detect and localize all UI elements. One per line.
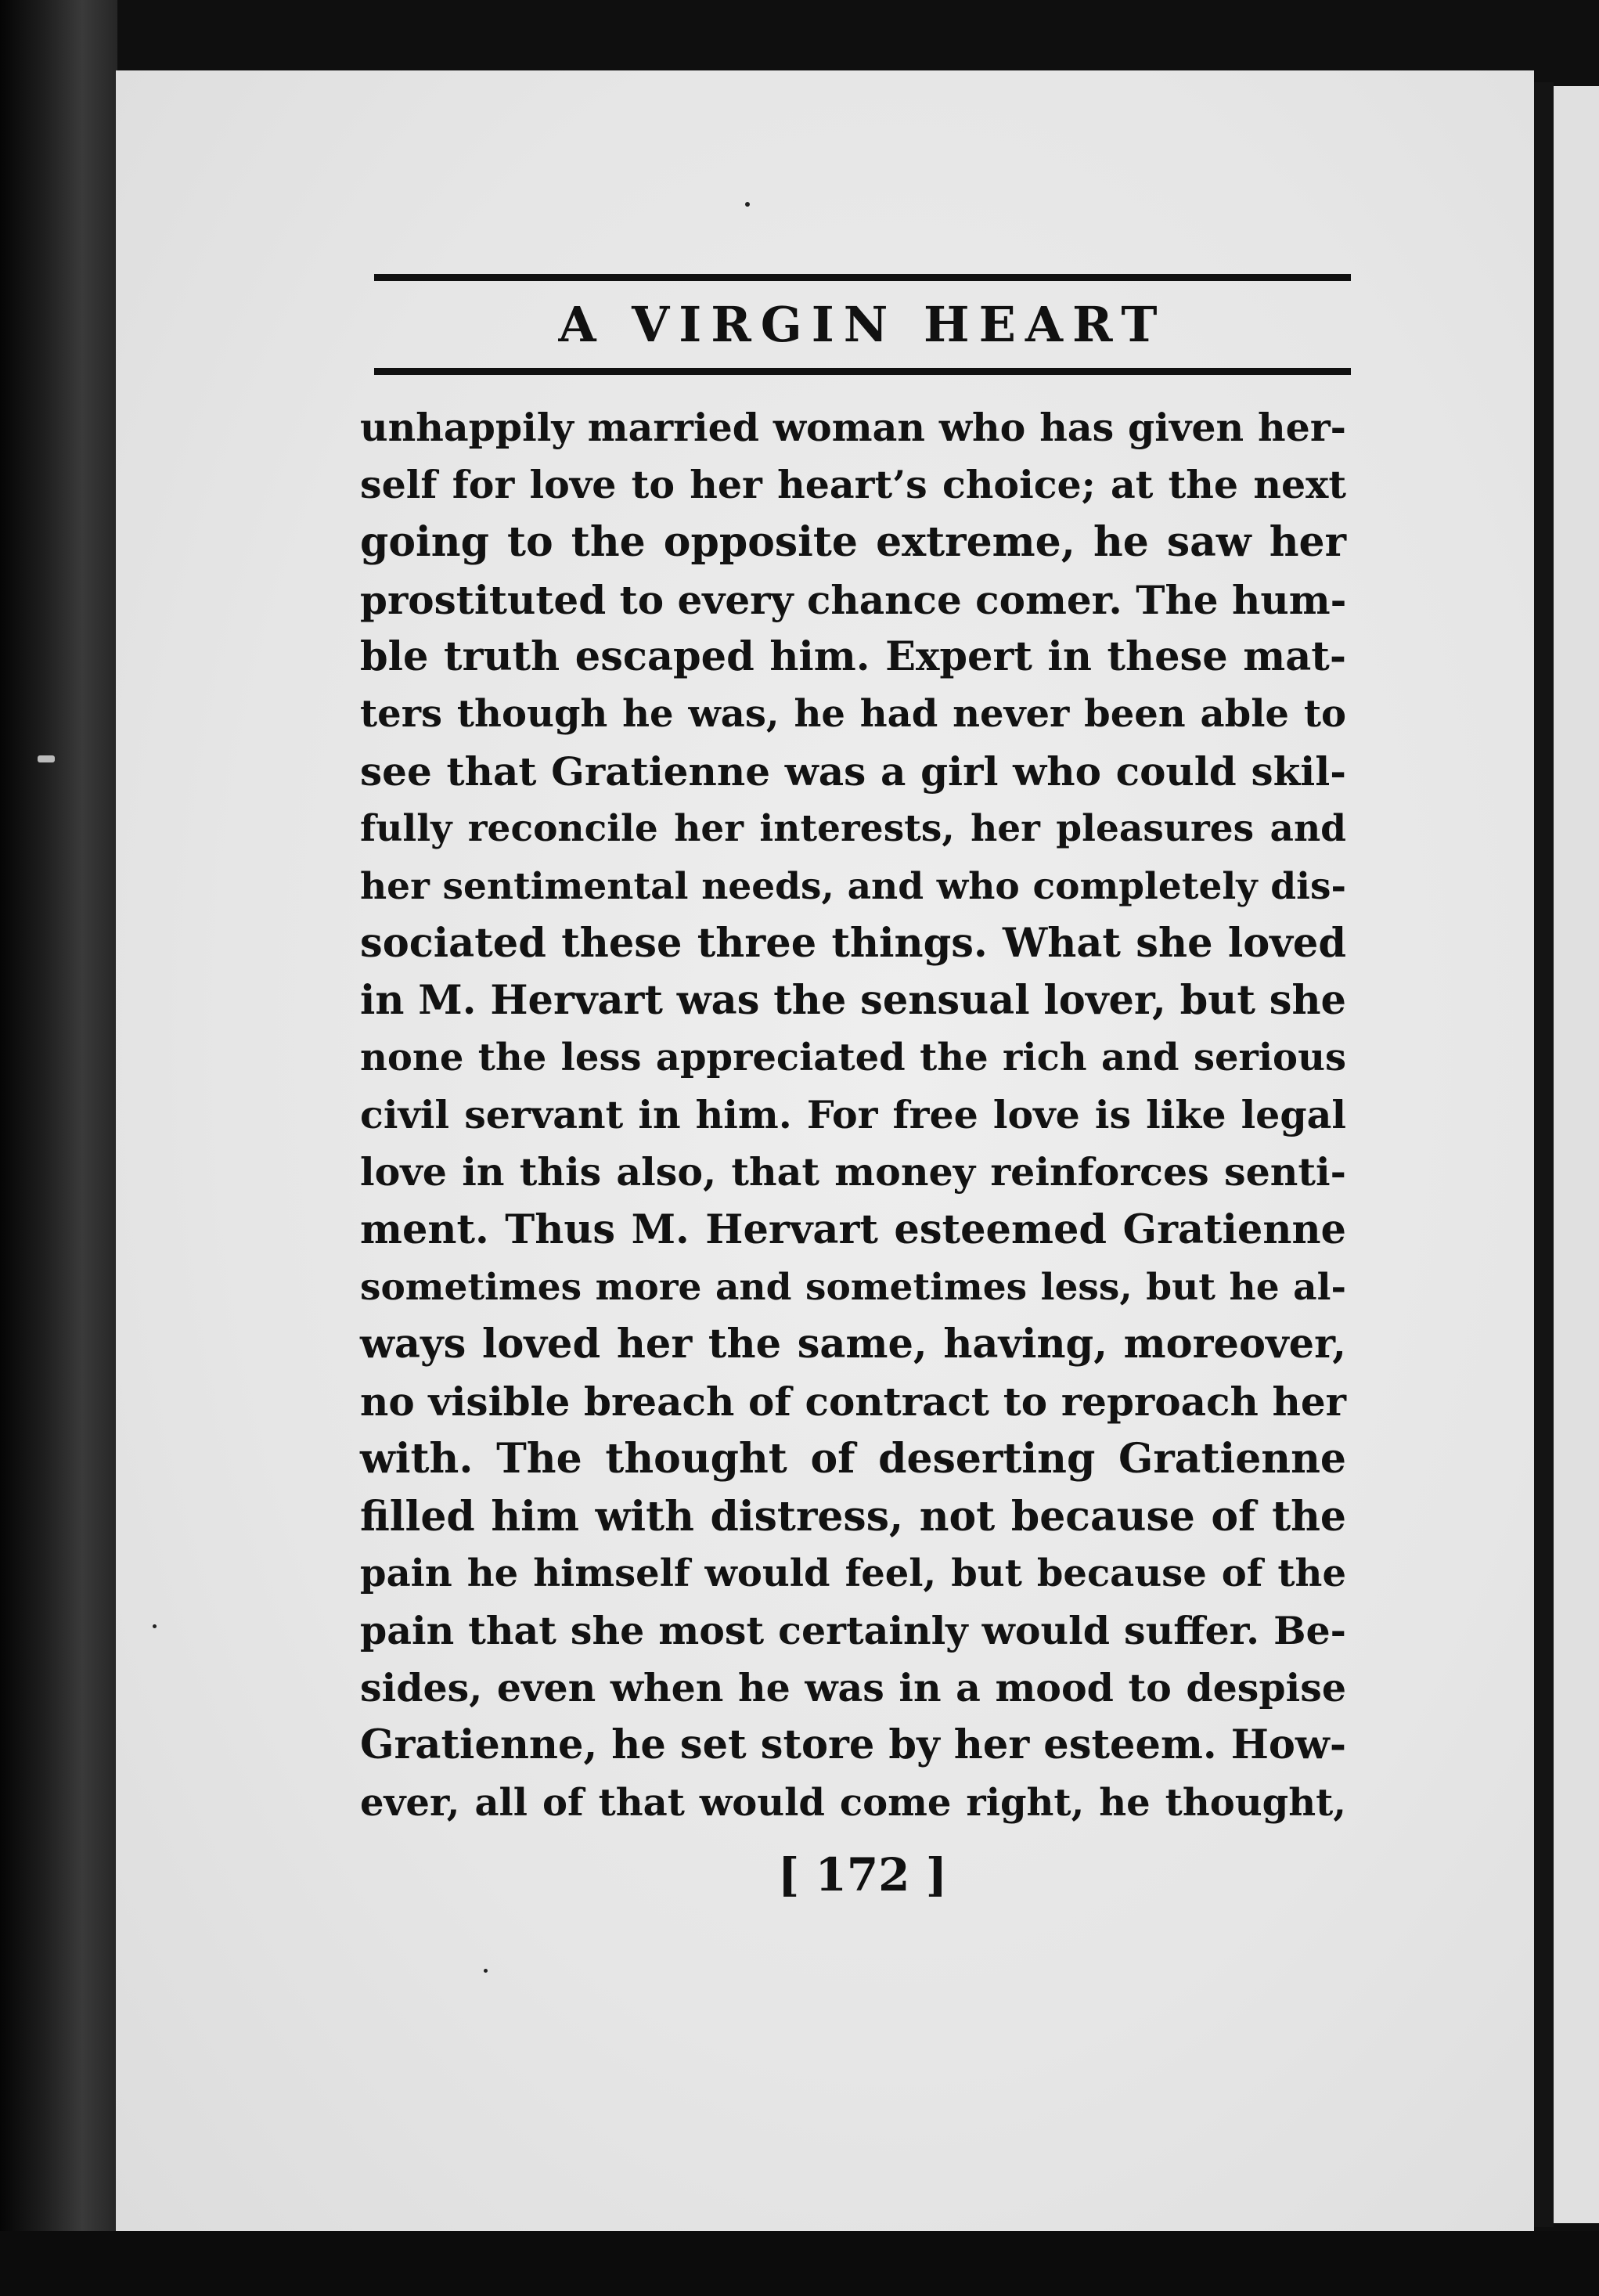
adjacent-page-edge [1554, 86, 1599, 2223]
text-line: prostituted to every chance comer. The hum- [360, 576, 1347, 623]
text-line: see that Gratienne was a girl who could skil- [360, 748, 1346, 795]
text-line: ways loved her the same, having, moreover, [360, 1321, 1346, 1368]
scan-speck [484, 1969, 488, 1973]
text-line: love in this also, that money reinforces senti- [360, 1149, 1346, 1195]
header-rule-top [374, 274, 1351, 281]
text-line: no visible breach of contract to reproach her [360, 1379, 1346, 1426]
text-line: fully reconcile her interests, her pleasures and [360, 807, 1346, 851]
text-line: none the less appreciated the rich and serious [360, 1036, 1346, 1080]
binding-shadow [0, 0, 117, 2296]
text-line: filled him with distress, not because of the [360, 1492, 1346, 1541]
header-rule-bottom [374, 368, 1351, 375]
text-line: her sentimental needs, and who completely dis- [360, 864, 1346, 908]
scan-speck [745, 202, 750, 207]
text-line: pain he himself would feel, but because of the [360, 1551, 1346, 1595]
scan-bottom-border [0, 2231, 1599, 2296]
running-head: A VIRGIN HEART [558, 296, 1167, 353]
body-text [360, 399, 1346, 1832]
page-number: [ 172 ] [777, 1848, 948, 1901]
text-line: pain that she most certainly would suffer. Be- [360, 1607, 1346, 1653]
text-line: ment. Thus M. Hervart esteemed Gratienne [360, 1206, 1346, 1253]
text-line: self for love to her heart’s choice; at the next [360, 462, 1346, 508]
text-line: unhappily married woman who has given her- [360, 405, 1346, 450]
text-line: civil servant in him. For free love is like legal [360, 1092, 1346, 1138]
text-line: with. The thought of deserting Gratienne [360, 1435, 1346, 1483]
scan-speck [38, 755, 55, 762]
scan-speck [153, 1624, 157, 1628]
text-line: sides, even when he was in a mood to despise [360, 1665, 1346, 1711]
text-line: ever, all of that would come right, he thought, [360, 1780, 1346, 1825]
text-line: sociated these three things. What she loved [360, 919, 1346, 967]
text-line: Gratienne, he set store by her esteem. How- [360, 1721, 1346, 1769]
text-line: ters though he was, he had never been able to [360, 691, 1346, 736]
page-gutter-edge [1534, 82, 1554, 2227]
text-line: going to the opposite extreme, he saw her [360, 518, 1346, 567]
text-line: ble truth escaped him. Expert in these mat- [360, 633, 1346, 680]
text-line: sometimes more and sometimes less, but he al- [360, 1265, 1346, 1309]
text-line: in M. Hervart was the sensual lover, but she [360, 976, 1346, 1024]
